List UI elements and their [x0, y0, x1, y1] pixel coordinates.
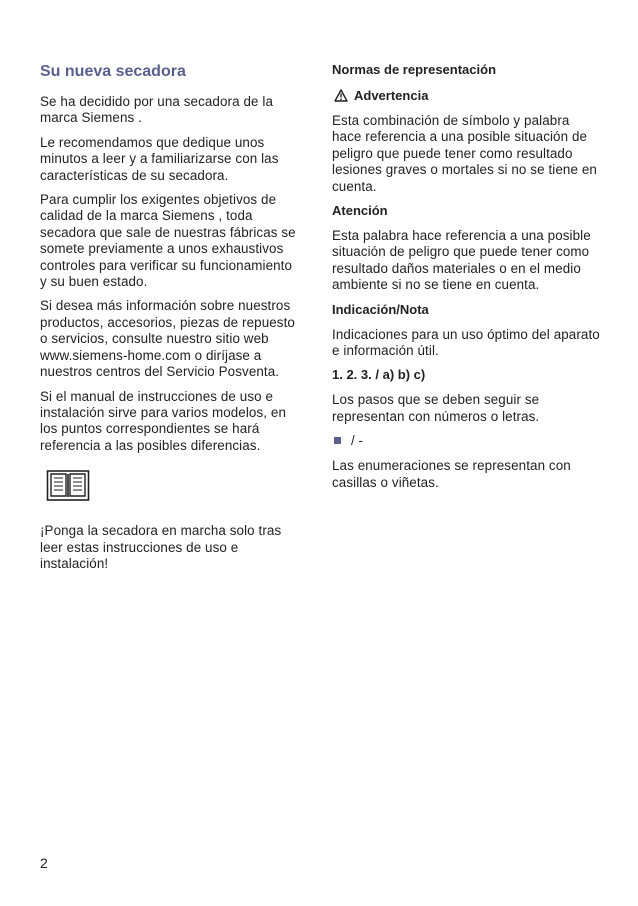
- closing-paragraph: ¡Ponga la secadora en marcha solo tras leer estas instrucciones de uso e instalación!: [40, 523, 282, 571]
- note-text: Indicaciones para un uso óptimo del aparato e información útil.: [332, 326, 600, 359]
- models-paragraph: Si el manual de instrucciones de uso e instalación sirve para varios modelos, en los puntos correspondientes se hará referencia a las posibles diferencias.: [40, 388, 286, 453]
- bullet-heading: [334, 433, 600, 448]
- attention-label: Atención: [332, 203, 388, 219]
- warning-triangle-icon: [334, 89, 348, 102]
- warning-text: Esta combinación de símbolo y palabra hace referencia a una posible situación de peligro que puede tener como resultado lesiones graves o mortales si no se tiene en cuenta.: [332, 113, 597, 194]
- bullet-label: / -: [351, 433, 363, 449]
- intro-paragraph: Se ha decidido por una secadora de la marca Siemens .: [40, 94, 273, 126]
- recommend-paragraph: Le recomendamos que dedique unos minutos a leer y a familiarizarse con las características de su secadora.: [40, 134, 279, 183]
- note-label: Indicación/Nota: [332, 301, 429, 317]
- right-column: [332, 62, 600, 499]
- left-column: [40, 62, 302, 580]
- conventions-title: Normas de representación: [332, 62, 497, 77]
- section-title: Su nueva secadora: [40, 63, 186, 80]
- bullet-text: Las enumeraciones se representan con casillas o viñetas.: [332, 458, 571, 490]
- page-number: 2: [40, 855, 48, 871]
- square-bullet-icon: [334, 437, 341, 444]
- steps-text: Los pasos que se deben seguir se representan con números o letras.: [332, 392, 540, 424]
- warning-label: Advertencia: [354, 88, 429, 103]
- quality-paragraph: Para cumplir los exigentes objetivos de calidad de la marca Siemens , toda secadora que sale de nuestras fábricas se somete previamente a unos exhaustivos controles para verificar su funcionamiento y su buen estado.: [40, 192, 296, 290]
- steps-label: 1. 2. 3. / a) b) c): [332, 367, 426, 383]
- warning-heading: [334, 88, 600, 103]
- attention-text: Esta palabra hace referencia a una posible situación de peligro que puede tener como resultado daños materiales o en el medio ambiente si no se tiene en cuenta.: [332, 228, 591, 293]
- open-book-icon: [46, 468, 302, 507]
- info-paragraph: Si desea más información sobre nuestros productos, accesorios, piezas de repuesto o servicios, consulte nuestro sitio web www.siemens-home.com o diríjase a nuestros centros del Servicio Posventa.: [40, 298, 295, 380]
